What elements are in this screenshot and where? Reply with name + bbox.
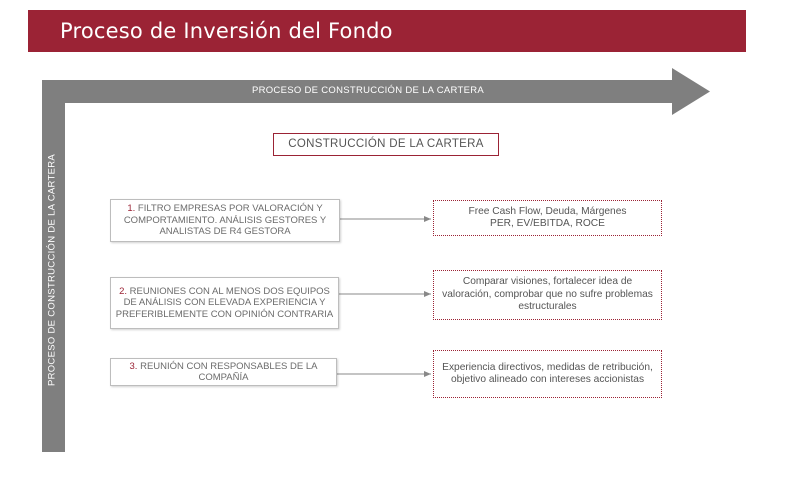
- result-box-1: [433, 200, 662, 236]
- step-box-3: [110, 358, 337, 386]
- step-text-1: [115, 203, 335, 238]
- step-text-2: [115, 286, 334, 321]
- result-2-text: Comparar visiones, fortalecer idea de valoración, comprobar que no sufre problemas estructurales: [442, 276, 653, 313]
- step-description-2: REUNIONES CON AL MENOS DOS EQUIPOS DE ANÁLISIS CON ELEVADA EXPERIENCIA Y PREFERIBLEMENTE CON OPINIÓN CONTRARIA: [115, 285, 334, 320]
- result-1-line-2: PER, EV/EBITDA, ROCE: [490, 218, 605, 229]
- step-description-1: FILTRO EMPRESAS POR VALORACIÓN Y COMPORTAMIENTO. ANÁLISIS GESTORES Y ANALISTAS DE R4 GESTORA: [123, 203, 327, 238]
- result-3-text: Experiencia directivos, medidas de retribución, objetivo alineado con intereses accionistas: [442, 361, 653, 385]
- step-number-2: 2.: [119, 285, 128, 297]
- step-box-2: [110, 277, 339, 329]
- section-title: CONSTRUCCIÓN DE LA CARTERA: [288, 138, 484, 150]
- result-1-line-1-text: Free Cash Flow, Deuda, Márgenes: [468, 205, 627, 217]
- step-text-3: [115, 361, 332, 384]
- step-number-3: 3.: [129, 360, 138, 372]
- step-box-1: [110, 199, 340, 242]
- step-description-3: REUNIÓN CON RESPONSABLES DE LA COMPAÑÍA: [140, 360, 318, 383]
- vertical-arrow-label: PROCESO DE CONSTRUCCIÓN DE LA CARTERA: [46, 153, 58, 387]
- step-number-1: 1.: [127, 203, 136, 215]
- page-title: Proceso de Inversión del Fondo: [60, 19, 393, 43]
- result-1-line-1: [469, 206, 627, 219]
- section-title-box: [273, 133, 499, 156]
- result-box-2: [433, 270, 662, 320]
- result-box-3: [433, 350, 662, 398]
- horizontal-arrow-label: PROCESO DE CONSTRUCCIÓN DE LA CARTERA: [251, 85, 485, 96]
